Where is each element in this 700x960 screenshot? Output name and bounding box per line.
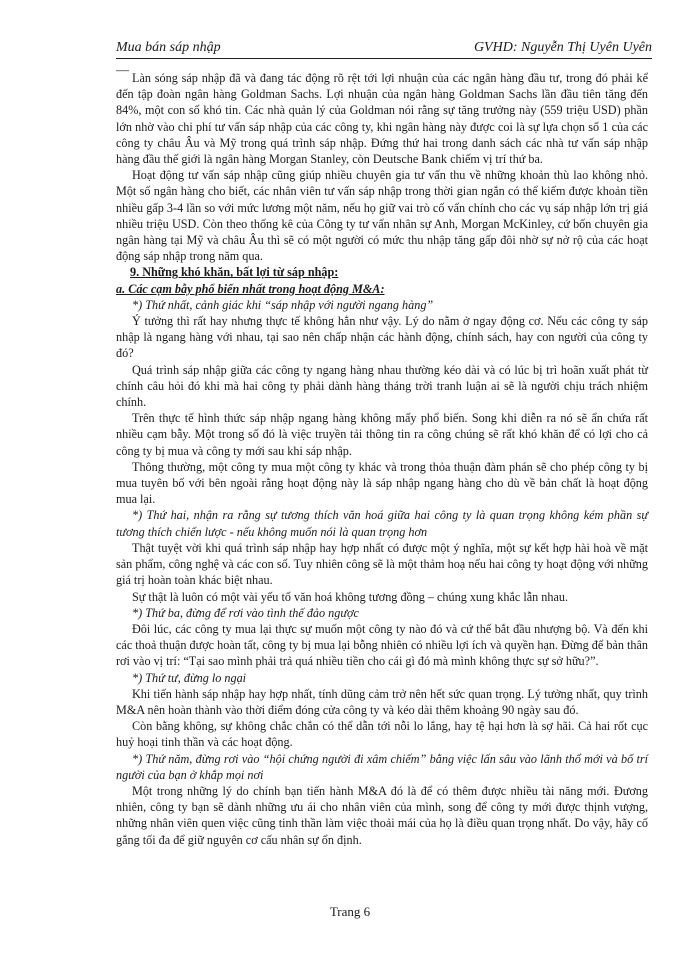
paragraph: Khi tiến hành sáp nhập hay hợp nhất, tính dũng cảm trở nên hết sức quan trọng. Lý tưởng nhất, quy trình M&A nên hoàn thành vào thời điểm đóng cửa công ty và kéo dài thêm khoảng 90 ngày sau đó.: [116, 686, 648, 717]
point-heading: *) Thứ hai, nhận ra rằng sự tương thích văn hoá giữa hai công ty là quan trọng không kém phần sự tương thích chiến lược - nếu không muốn nói là quan trọng hơn: [116, 508, 648, 539]
section-heading: 9. Những khó khăn, bất lợi từ sáp nhập:: [130, 265, 339, 280]
dash-mark: —: [116, 62, 129, 77]
point-heading: *) Thứ nhất, cảnh giác khi “sáp nhập với người ngang hàng”: [132, 297, 434, 312]
paragraph: Hoạt động tư vấn sáp nhập cũng giúp nhiều chuyên gia tư vấn thu về những khoản thù lao không nhỏ. Một số ngân hàng cho biết, các nhân viên tư vấn sáp nhập trong thời gian ngắn có thể kiếm được khoản tiền nhiều gấp 3-4 lần so với mức lương một năm, nếu họ giữ vai trò cố vấn chính cho các vụ sáp nhập lớn trị giá nhiều triệu USD. Còn theo thống kê của Công ty tư vấn nhân sự Anh, Morgan McKinley, cứ bốn chuyên gia ngân hàng tại Mỹ và châu Âu thì sẽ có một người có mức thu nhập tăng gấp đôi nhờ sự nở rộ của các hoạt động sáp nhập trong năm qua.: [116, 168, 648, 264]
point-heading: *) Thứ tư, đừng lo ngại: [132, 670, 247, 685]
paragraph: Trên thực tế hình thức sáp nhập ngang hàng không mấy phổ biến. Song khi diễn ra nó sẽ ẩn chứa rất nhiều cạm bẫy. Một trong số đó là việc truyền tải thông tin ra công chúng sẽ rất khó khăn để có lợi cho cả công ty bị mua và công ty mới sau khi sáp nhập.: [116, 411, 648, 458]
point-heading: *) Thứ năm, đừng rơi vào “hội chứng người đi xâm chiếm” bằng việc lấn sâu vào lãnh thổ mới và bố trí người của bạn ở khắp mọi nơi: [116, 751, 648, 782]
paragraph: Đôi lúc, các công ty mua lại thực sự muốn một công ty nào đó và cứ thế bắt đầu nhượng bộ. Và đến khi các thoả thuận được hoàn tất, công ty bị mua lại bỗng nhiên có nhiều lợi ích và quyền hạn. Đừng để bản thân rơi vào vị trí: “Tại sao mình phải trả quá nhiều tiền cho cái gì đó mà mình không thực sự sở hữu?”.: [116, 621, 648, 669]
page-header: [116, 38, 652, 59]
paragraph: Một trong những lý do chính bạn tiến hành M&A đó là để có thêm được nhiều tài năng mới. Đương nhiên, công ty bạn sẽ dành những ưu ái cho nhân viên của mình, song để công ty mới được thịnh vượng, những nhân viên quen việc cũng tinh thần làm việc thoải mái của họ là điều quan trọng nhất. Do vậy, hãy cố gắng tối đa để giữ nguyên cơ cấu nhân sự ổn định.: [116, 783, 648, 847]
paragraph: Sự thật là luôn có một vài yếu tố văn hoá không tương đồng – chúng xung khắc lẫn nhau.: [132, 589, 568, 604]
paragraph: Làn sóng sáp nhập đã và đang tác động rõ rệt tới lợi nhuận của các ngân hàng đầu tư, trong đó phải kể đến tập đoàn ngân hàng Goldman Sachs. Lợi nhuận của ngân hàng Goldman Sachs lần đầu tiên tăng đến 84%, một con số khó tin. Các nhà quản lý của Goldman nói rằng sự tăng trưởng này (559 triệu USD) phần lớn nhờ vào chi phí tư vấn sáp nhập của các công ty, khi ngân hàng này được coi là sự lựa chọn số 1 của các công ty châu Âu và Mỹ trong quá trình sáp nhập. Đứng thứ hai trong danh sách các nhà tư vấn sáp nhập hàng đầu thế giới là ngân hàng Morgan Stanley, còn Deutsche Bank chiếm vị trí thứ ba.: [116, 71, 648, 167]
subsection-heading: a. Các cạm bẫy phổ biến nhất trong hoạt động M&A:: [116, 281, 385, 296]
paragraph: Thật tuyệt vời khi quá trình sáp nhập hay hợp nhất có được một ý nghĩa, một sự kết hợp hài hoà về mặt sản phẩm, công nghệ và các con số. Tuy nhiên công sẽ là một thảm hoạ nếu hai công ty hoạt động với những giá trị hoàn toàn khác biệt nhau.: [116, 540, 648, 588]
paragraph: Thông thường, một công ty mua một công ty khác và trong thỏa thuận đàm phán sẽ cho phép công ty bị mua tuyên bố với bên ngoài rằng hoạt động này là sáp nhập ngang hàng cho dù về bản chất là hoạt động mua lại.: [116, 459, 648, 507]
header-title: Mua bán sáp nhập: [116, 40, 221, 55]
point-heading: *) Thứ ba, đừng để rơi vào tình thế đảo ngược: [132, 605, 359, 620]
paragraph: Ý tưởng thì rất hay nhưng thực tế không hẳn như vậy. Lý do nằm ở ngay động cơ. Nếu các công ty sáp nhập là ngang hàng với nhau, tại sao nên chấp nhận các hành động, chính sách, hay con người của công ty đó?: [116, 314, 648, 361]
paragraph: Quá trình sáp nhập giữa các công ty ngang hàng nhau thường kéo dài và có lúc bị trì hoãn xuất phát từ chính câu hỏi đó khi mà hai công ty phải dành hàng tháng trời tranh luận ai sẽ là người chịu trách nhiệm chính.: [116, 362, 648, 410]
page-number: Trang 6: [329, 904, 371, 919]
paragraph: Còn bằng không, sự không chắc chắn có thể dẫn tới nỗi lo lắng, hay tệ hại hơn là sợ hãi. Cả hai rốt cục huỷ hoại tinh thần và các hoạt động.: [116, 719, 648, 750]
document-body: [116, 70, 648, 848]
header-instructor: GVHD: Nguyễn Thị Uyên Uyên: [473, 40, 652, 55]
